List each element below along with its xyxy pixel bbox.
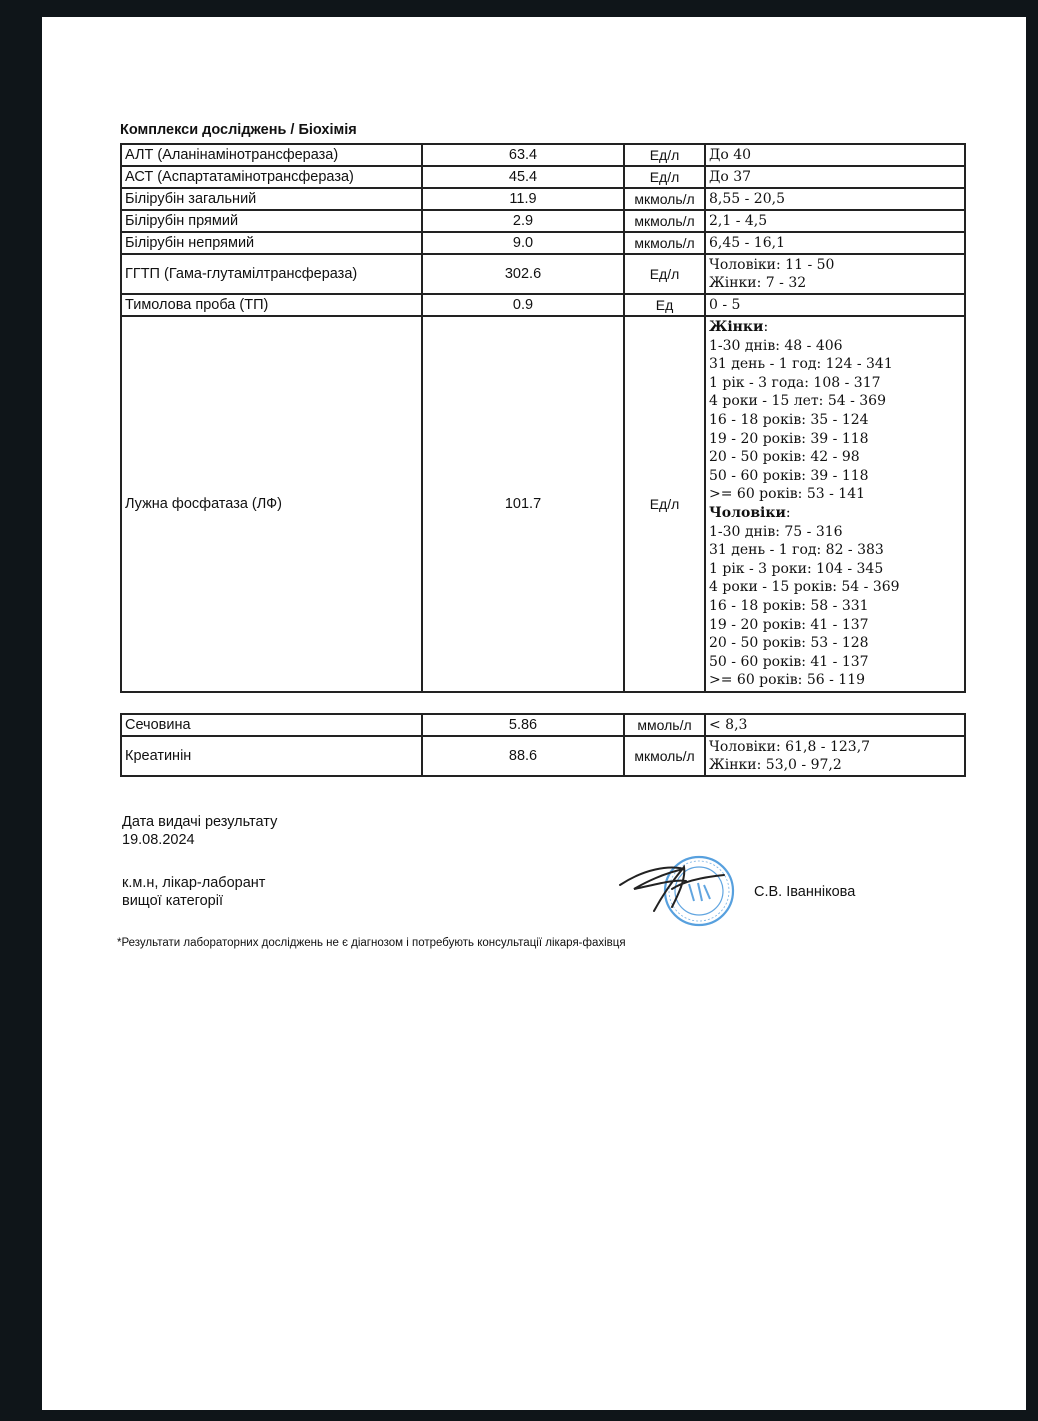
table-row [121,294,965,316]
doctor-title-block [122,874,265,910]
reference-line: Жінки: 53,0 - 97,2 [709,757,842,773]
test-reference [705,736,965,776]
reference-line: 20 - 50 років: 53 - 128 [709,635,869,652]
test-reference [705,188,965,210]
results-table-secondary [120,713,966,777]
table-row [121,736,965,776]
test-reference [705,316,965,692]
reference-line: >= 60 років: 56 - 119 [709,672,866,689]
reference-line: 31 день - 1 год: 124 - 341 [709,356,893,373]
results-table-main [120,143,966,693]
reference-line: 8,55 - 20,5 [709,190,785,207]
reference-line: 4 роки - 15 років: 54 - 369 [709,579,900,596]
reference-line: Чоловіки: 61,8 - 123,7 [709,739,871,755]
document-page [42,17,1026,1410]
test-value: 2.9 [422,210,624,232]
reference-line: 50 - 60 років: 41 - 137 [709,653,869,670]
section-title: Комплекси досліджень / Біохімія [120,122,357,138]
reference-line: >= 60 років: 53 - 141 [709,486,866,503]
test-reference [705,144,965,166]
signature-stamp-icon [614,849,744,929]
test-name: АСТ (Аспартатамінотрансфераза) [121,166,422,188]
reference-line: 2,1 - 4,5 [709,212,768,229]
reference-line: 0 - 5 [709,296,741,313]
table-row [121,254,965,294]
table-row [121,316,965,692]
reference-line: До 37 [709,168,752,185]
reference-line: 6,45 - 16,1 [709,234,785,251]
test-unit: мкмоль/л [624,232,705,254]
table-row [121,144,965,166]
test-unit: ммоль/л [624,714,705,736]
reference-group-label: Чоловіки [709,505,786,521]
reference-line: 50 - 60 років: 39 - 118 [709,467,869,484]
reference-line: < 8,3 [709,716,748,733]
reference-line: 19 - 20 років: 39 - 118 [709,430,869,447]
test-reference [705,714,965,736]
test-name: Білірубін прямий [121,210,422,232]
issue-date-label: Дата видачі результату [122,814,278,830]
test-value: 0.9 [422,294,624,316]
reference-line: 1 рік - 3 роки: 104 - 345 [709,560,884,577]
test-name: ГГТП (Гама-глутамілтрансфераза) [121,254,422,294]
test-value: 45.4 [422,166,624,188]
table-row [121,232,965,254]
doctor-title-line: к.м.н, лікар-лаборант [122,875,266,891]
reference-line: 31 день - 1 год: 82 - 383 [709,542,884,559]
reference-line: Жінки: 7 - 32 [709,275,807,291]
test-value: 101.7 [422,316,624,692]
test-name: Білірубін непрямий [121,232,422,254]
reference-line: 16 - 18 років: 58 - 331 [709,597,869,614]
test-name: Лужна фосфатаза (ЛФ) [121,316,422,692]
test-unit: Ед/л [624,166,705,188]
reference-line: 16 - 18 років: 35 - 124 [709,412,869,429]
test-value: 63.4 [422,144,624,166]
test-value: 302.6 [422,254,624,294]
reference-line: 4 роки - 15 лет: 54 - 369 [709,393,886,410]
reference-group-label: Жінки [709,319,764,336]
test-value: 5.86 [422,714,624,736]
test-name: Тимолова проба (ТП) [121,294,422,316]
doctor-name: С.В. Іваннікова [754,884,856,900]
table-row [121,210,965,232]
test-value: 9.0 [422,232,624,254]
reference-line: Чоловіки: 11 - 50 [709,257,835,273]
reference-group-women: Жінки: [709,319,769,336]
issue-date-block [122,813,277,849]
test-unit: мкмоль/л [624,736,705,776]
reference-line: 20 - 50 років: 42 - 98 [709,449,860,466]
test-unit: Ед/л [624,254,705,294]
test-reference [705,254,965,294]
doctor-title-line: вищої категорії [122,893,223,909]
reference-line: До 40 [709,146,752,163]
test-name: АЛТ (Аланінамінотрансфераза) [121,144,422,166]
footnote: *Результати лабораторних досліджень не є діагнозом і потребують консультації лікаря-фахівця [117,937,626,949]
table-row [121,714,965,736]
reference-line: 1 рік - 3 года: 108 - 317 [709,374,881,391]
table-row [121,166,965,188]
issue-date: 19.08.2024 [122,832,195,848]
test-name: Білірубін загальний [121,188,422,210]
reference-group-men: Чоловіки: [709,505,791,521]
test-value: 88.6 [422,736,624,776]
test-unit: Ед [624,294,705,316]
test-unit: Ед/л [624,144,705,166]
test-reference [705,294,965,316]
reference-line: 19 - 20 років: 41 - 137 [709,616,869,633]
test-name: Креатинін [121,736,422,776]
reference-line: 1-30 днів: 75 - 316 [709,523,843,540]
test-reference [705,166,965,188]
test-reference [705,232,965,254]
test-reference [705,210,965,232]
reference-line: 1-30 днів: 48 - 406 [709,337,843,354]
table-row [121,188,965,210]
test-unit: Ед/л [624,316,705,692]
test-name: Сечовина [121,714,422,736]
test-value: 11.9 [422,188,624,210]
test-unit: мкмоль/л [624,210,705,232]
test-unit: мкмоль/л [624,188,705,210]
